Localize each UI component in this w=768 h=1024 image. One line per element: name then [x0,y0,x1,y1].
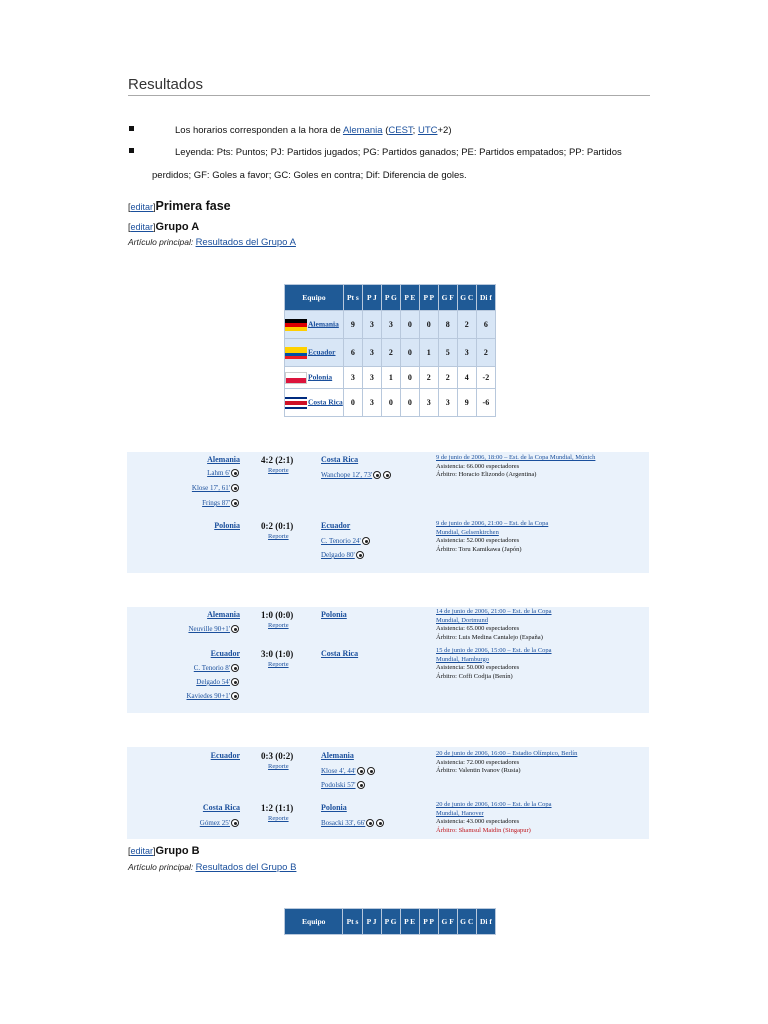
standings-row [285,367,496,389]
cell: 8 [438,311,457,339]
bullet-marker [129,148,134,153]
scorer-text[interactable]: Kaviedes 90+1' [186,692,230,700]
edit-link[interactable]: editar [130,202,154,212]
team-link[interactable]: Ecuador [210,751,240,760]
referee-text[interactable]: Árbitro: Shamsul Maidin (Singapur) [436,826,531,834]
header-pts: Pt s [343,285,362,311]
team-name[interactable]: Costa Rica [308,397,343,407]
match-away-team[interactable] [321,751,354,760]
home-scorer [120,692,240,700]
soccer-ball-icon [376,819,384,827]
section-divider [128,95,650,96]
header-dif: Di f [476,285,495,311]
team-link[interactable]: Costa Rica [321,455,359,464]
cell: 1 [419,339,438,367]
header-pe: P E [400,909,419,935]
legend-line-2: perdidos; GF: Goles a favor; GC: Goles en contra; Dif: Diferencia de goles. [152,170,467,181]
home-scorer [120,664,240,672]
match-venue-cont[interactable]: Mundial, Dortmund [436,616,488,624]
scorer-text[interactable]: Neuville 90+1' [188,625,230,633]
cell: 3 [457,339,476,367]
header-pj: P J [362,909,381,935]
match-home-team[interactable] [120,610,240,619]
match-date-venue[interactable]: 14 de junio de 2006, 21:00 – Est. de la Copa [436,608,552,615]
match-info [436,801,648,835]
heading-text: Grupo A [155,221,200,233]
match-referee [436,827,648,836]
cell: 0 [419,311,438,339]
scorer-text[interactable]: Wanchope 12', 73' [321,471,373,479]
match-date-venue[interactable]: 20 de junio de 2006, 16:00 – Est. de la Copa [436,801,552,808]
soccer-ball-icon [231,469,239,477]
team-link[interactable]: Alemania [207,610,240,619]
soccer-ball-icon [231,664,239,672]
match-attendance: Asistencia: 65.000 espectadores [436,625,520,632]
header-pp: P P [419,909,438,935]
header-gf: G F [438,285,457,311]
edit-link[interactable]: editar [130,846,154,856]
match-away-team[interactable] [321,521,350,530]
team-link[interactable]: Alemania [321,751,354,760]
team-link[interactable]: Polonia [214,521,240,530]
cell: 3 [362,367,381,389]
match-score: 0:3 (0:2) [261,751,294,761]
main-article-a [128,237,296,248]
cell: 2 [438,367,457,389]
match-home-team[interactable] [120,521,240,530]
home-scorer [120,469,240,477]
home-scorer [120,625,240,633]
away-scorer [321,767,376,775]
match-info [436,647,648,681]
scorer-text[interactable]: Klose 17', 61' [191,484,230,492]
scorer-text[interactable]: C. Tenorio 8' [193,664,230,672]
away-scorer [321,551,365,559]
header-pts: Pt s [343,909,362,935]
team-link[interactable]: Alemania [207,455,240,464]
soccer-ball-icon [231,484,239,492]
report-link[interactable]: Reporte [268,467,289,474]
scorer-text[interactable]: Klose 4', 44' [321,767,356,775]
match-score: 1:2 (1:1) [261,803,294,813]
grupo-b-heading: [editar]Grupo B [128,845,200,857]
scorer-text[interactable]: Delgado 54' [196,678,230,686]
scorer-text[interactable]: C. Tenorio 24' [321,537,361,545]
main-article-b [128,862,296,873]
cell: 0 [400,367,419,389]
header-gc: G C [457,285,476,311]
header-equipo: Equipo [285,285,344,311]
standings-table-b [284,908,496,935]
cell: 3 [438,389,457,417]
soccer-ball-icon [231,692,239,700]
scorer-text[interactable]: Bosacki 33', 66' [321,819,366,827]
match-referee: Árbitro: Toru Kamikawa (Japón) [436,545,522,553]
cell: 9 [457,389,476,417]
header-dif: Di f [476,909,495,935]
grupo-a-heading: [editar]Grupo A [128,221,200,233]
cell: 2 [381,339,400,367]
primera-fase-heading: [editar]Primera fase [128,199,231,213]
match-date-venue[interactable]: 9 de junio de 2006, 18:00 – Est. de la Copa Mundial, Múnich [436,454,596,461]
team-link[interactable]: Costa Rica [202,803,240,812]
standings-row [285,389,496,417]
match-attendance: Asistencia: 43.000 espectadores [436,818,520,825]
header-gf: G F [438,909,457,935]
main-article-link-a[interactable]: Resultados del Grupo A [195,237,296,248]
standings-row [285,339,496,367]
match-info [436,608,648,642]
cell: 3 [343,367,362,389]
bullet-marker [129,126,134,131]
germany-flag-icon [285,319,307,331]
header-pg: P G [381,909,400,935]
soccer-ball-icon [357,767,365,775]
cell: 3 [362,389,381,417]
match-venue-cont[interactable]: Mundial, Hanover [436,809,484,817]
match-info [436,520,648,554]
main-article-label: Artículo principal: [128,862,196,872]
match-away-team[interactable] [321,649,358,658]
away-scorer [321,819,385,827]
match-venue-cont[interactable]: Mundial, Hamburgo [436,655,489,663]
soccer-ball-icon [231,819,239,827]
team-link[interactable]: Polonia [321,803,347,812]
standings-header-row [285,909,496,935]
team-link[interactable]: Costa Rica [321,649,359,658]
cell: 3 [362,311,381,339]
bullet-text: Los horarios corresponden a la hora de [175,125,343,136]
section-title: Resultados [128,76,204,93]
soccer-ball-icon [367,767,375,775]
team-name[interactable]: Polonia [308,372,333,382]
match-attendance: Asistencia: 50.000 espectadores [436,664,520,671]
team-name[interactable]: Alemania [308,319,339,329]
match-away-team[interactable] [321,610,347,619]
match-attendance: Asistencia: 52.000 espectadores [436,537,520,544]
team-cell[interactable] [285,367,344,389]
match-referee: Árbitro: Luis Medina Cantalejo (España) [436,633,543,641]
header-gc: G C [457,909,476,935]
home-scorer [120,819,240,827]
cell: 4 [457,367,476,389]
match-date-venue[interactable]: 15 de junio de 2006, 15:00 – Est. de la Copa [436,647,552,654]
header-equipo: Equipo [285,909,343,935]
legend-line-1: Leyenda: Pts: Puntos; PJ: Partidos jugados; PG: Partidos ganados; PE: Partidos empatados; PP: Partidos [175,147,622,158]
soccer-ball-icon [231,625,239,633]
match-score: 1:0 (0:0) [261,610,294,620]
heading-text: Primera fase [155,199,231,213]
cell: 3 [381,311,400,339]
home-scorer [120,499,240,507]
cell: 5 [438,339,457,367]
report-link[interactable]: Reporte [268,533,289,540]
match-home-team[interactable] [120,751,240,760]
bullet-text: +2) [437,125,452,136]
match-date-venue[interactable]: 9 de junio de 2006, 21:00 – Est. de la Copa [436,520,549,527]
match-venue-cont[interactable]: Mundial, Gelsenkirchen [436,528,499,536]
team-link[interactable]: Ecuador [210,649,240,658]
scorer-text[interactable]: Podolski 57' [321,781,356,789]
ecuador-flag-icon [285,347,307,359]
soccer-ball-icon [373,471,381,479]
away-scorer [321,781,366,789]
cell: 1 [381,367,400,389]
header-pe: P E [400,285,419,311]
match-date-venue[interactable]: 20 de junio de 2006, 16:00 – Estadio Olímpico, Berlín [436,750,578,757]
soccer-ball-icon [356,551,364,559]
report-link[interactable]: Reporte [268,661,289,668]
cell: 0 [381,389,400,417]
match-away-team[interactable] [321,455,358,464]
team-link[interactable]: Ecuador [321,521,351,530]
bullet-text: ( [382,125,389,136]
match-score: 0:2 (0:1) [261,521,294,531]
soccer-ball-icon [357,781,365,789]
link-cest[interactable]: CEST [388,125,413,136]
report-link[interactable]: Reporte [268,622,289,629]
scorer-text[interactable]: Gómez 25' [199,819,230,827]
away-scorer [321,471,392,479]
match-attendance: Asistencia: 72.000 espectadores [436,758,520,766]
cell: 9 [343,311,362,339]
cell: 6 [476,311,495,339]
match-referee: Árbitro: Valentin Ivanov (Rusia) [436,767,521,774]
cell: 6 [343,339,362,367]
scorer-text[interactable]: Lahm 6' [207,469,230,477]
standings-row [285,311,496,339]
cell: 0 [400,389,419,417]
team-link[interactable]: Polonia [321,610,347,619]
cell: -6 [476,389,495,417]
header-pj: P J [362,285,381,311]
match-attendance: Asistencia: 66.000 espectadores [436,462,520,470]
soccer-ball-icon [231,499,239,507]
match-home-team[interactable] [120,455,240,464]
match-referee: Árbitro: Coffi Codjia (Benín) [436,672,513,680]
team-cell[interactable] [285,311,344,339]
standings-header-row [285,285,496,311]
match-info [436,454,648,480]
match-referee: Árbitro: Horacio Elizondo (Argentina) [436,471,537,478]
cell: 2 [457,311,476,339]
cell: -2 [476,367,495,389]
bullet-timezone [175,124,451,137]
cell: 0 [400,339,419,367]
header-pp: P P [419,285,438,311]
match-home-team[interactable] [120,649,240,658]
cell: 0 [343,389,362,417]
header-pg: P G [381,285,400,311]
link-utc[interactable]: UTC [417,125,438,136]
home-scorer [120,678,240,686]
soccer-ball-icon [362,537,370,545]
heading-text: Grupo B [155,845,200,857]
cell: 2 [419,367,438,389]
match-away-team[interactable] [321,803,347,812]
costa-rica-flag-icon [285,397,307,409]
team-cell[interactable] [285,389,344,417]
report-link[interactable]: Reporte [268,815,289,822]
soccer-ball-icon [366,819,374,827]
cell: 3 [419,389,438,417]
main-article-link-b[interactable]: Resultados del Grupo B [195,862,297,873]
home-scorer [120,484,240,492]
cell: 3 [362,339,381,367]
match-info [436,750,648,776]
away-scorer [321,537,371,545]
cell: 0 [400,311,419,339]
bullet-text: ; [412,125,418,136]
match-score: 4:2 (2:1) [261,455,294,465]
soccer-ball-icon [383,471,391,479]
scorer-text[interactable]: Delgado 80' [321,551,355,559]
poland-flag-icon [285,372,307,384]
report-link[interactable]: Reporte [268,763,289,770]
cell: 2 [476,339,495,367]
soccer-ball-icon [231,678,239,686]
team-cell[interactable] [285,339,344,367]
standings-table-a [284,284,496,417]
match-score: 3:0 (1:0) [261,649,294,659]
team-name[interactable]: Ecuador [308,347,336,357]
link-alemania[interactable]: Alemania [342,125,383,136]
match-home-team[interactable] [120,803,240,812]
main-article-label: Artículo principal: [128,237,196,247]
edit-link[interactable]: editar [130,222,154,232]
scorer-text[interactable]: Frings 87' [202,499,230,507]
